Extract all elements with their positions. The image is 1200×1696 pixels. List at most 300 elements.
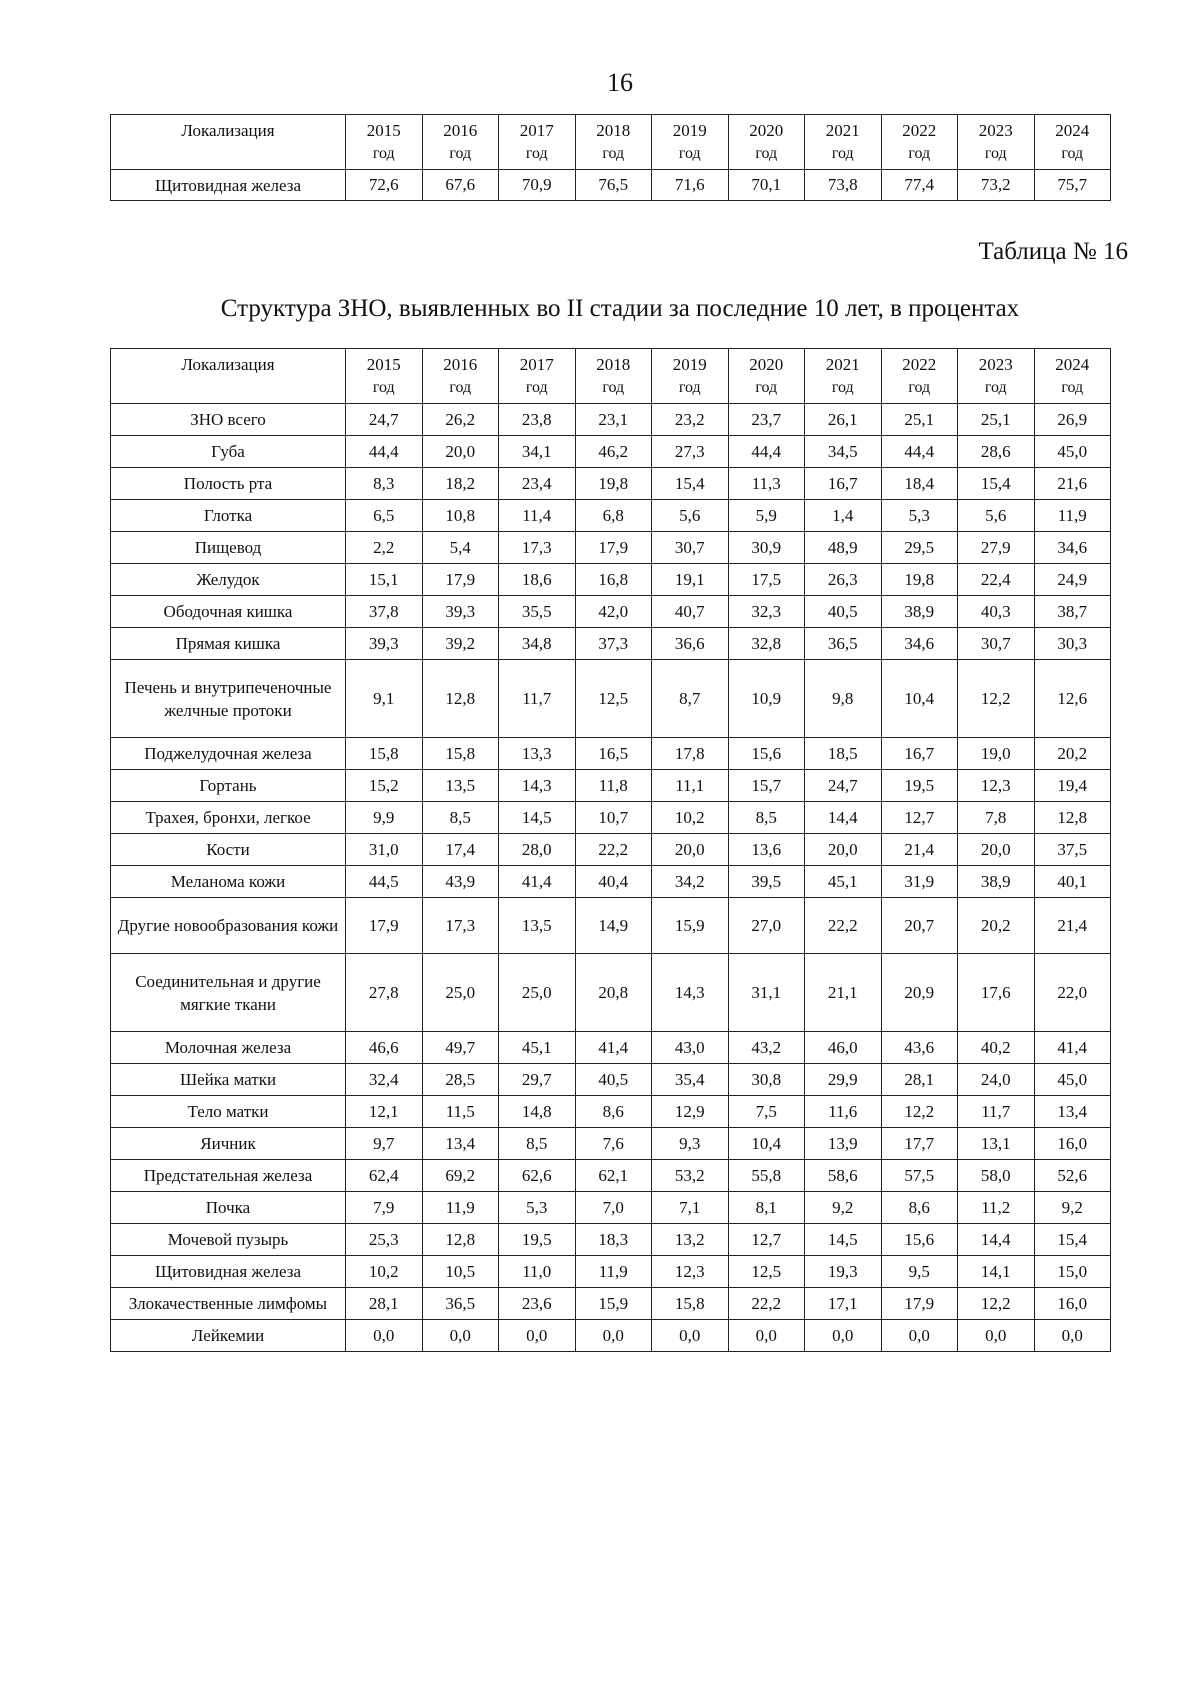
value-cell: 67,6 bbox=[422, 170, 499, 201]
value-cell: 41,4 bbox=[575, 1032, 652, 1064]
value-cell: 30,8 bbox=[728, 1064, 805, 1096]
value-cell: 55,8 bbox=[728, 1160, 805, 1192]
value-cell: 15,8 bbox=[652, 1288, 729, 1320]
table-row bbox=[111, 1288, 1111, 1320]
value-cell: 39,3 bbox=[346, 628, 423, 660]
value-cell: 45,1 bbox=[499, 1032, 576, 1064]
value-cell: 0,0 bbox=[499, 1320, 576, 1352]
value-cell: 16,5 bbox=[575, 738, 652, 770]
value-cell: 37,8 bbox=[346, 596, 423, 628]
table-row bbox=[111, 1160, 1111, 1192]
value-cell: 14,8 bbox=[499, 1096, 576, 1128]
value-cell: 15,8 bbox=[422, 738, 499, 770]
year-header: 2022 год bbox=[881, 115, 958, 170]
value-cell: 36,6 bbox=[652, 628, 729, 660]
value-cell: 30,7 bbox=[958, 628, 1035, 660]
value-cell: 44,4 bbox=[728, 436, 805, 468]
value-cell: 0,0 bbox=[728, 1320, 805, 1352]
value-cell: 40,4 bbox=[575, 866, 652, 898]
localization-cell: Поджелудочная железа bbox=[111, 738, 346, 770]
value-cell: 20,9 bbox=[881, 954, 958, 1032]
value-cell: 45,0 bbox=[1034, 436, 1111, 468]
value-cell: 46,0 bbox=[805, 1032, 882, 1064]
localization-cell: Шейка матки bbox=[111, 1064, 346, 1096]
localization-cell: Кости bbox=[111, 834, 346, 866]
table-row bbox=[111, 1128, 1111, 1160]
value-cell: 25,1 bbox=[958, 404, 1035, 436]
localization-cell: Пищевод bbox=[111, 532, 346, 564]
value-cell: 17,9 bbox=[346, 898, 423, 954]
value-cell: 7,1 bbox=[652, 1192, 729, 1224]
value-cell: 36,5 bbox=[805, 628, 882, 660]
value-cell: 30,7 bbox=[652, 532, 729, 564]
page-number: 16 bbox=[607, 68, 633, 97]
value-cell: 27,3 bbox=[652, 436, 729, 468]
table-row bbox=[111, 532, 1111, 564]
value-cell: 10,8 bbox=[422, 500, 499, 532]
value-cell: 12,2 bbox=[958, 1288, 1035, 1320]
value-cell: 38,9 bbox=[958, 866, 1035, 898]
value-cell: 15,4 bbox=[958, 468, 1035, 500]
value-cell: 5,6 bbox=[958, 500, 1035, 532]
table-row bbox=[111, 866, 1111, 898]
value-cell: 45,0 bbox=[1034, 1064, 1111, 1096]
value-cell: 40,5 bbox=[805, 596, 882, 628]
value-cell: 31,1 bbox=[728, 954, 805, 1032]
value-cell: 19,5 bbox=[881, 770, 958, 802]
value-cell: 7,8 bbox=[958, 802, 1035, 834]
value-cell: 49,7 bbox=[422, 1032, 499, 1064]
value-cell: 7,5 bbox=[728, 1096, 805, 1128]
year-header: 2020 год bbox=[728, 115, 805, 170]
value-cell: 14,4 bbox=[805, 802, 882, 834]
value-cell: 12,8 bbox=[422, 1224, 499, 1256]
value-cell: 28,5 bbox=[422, 1064, 499, 1096]
localization-cell: Печень и внутрипеченочные желчные протоки bbox=[111, 660, 346, 738]
value-cell: 42,0 bbox=[575, 596, 652, 628]
year-header: 2024 год bbox=[1034, 349, 1111, 404]
value-cell: 6,5 bbox=[346, 500, 423, 532]
value-cell: 13,4 bbox=[1034, 1096, 1111, 1128]
localization-cell: Соединительная и другие мягкие ткани bbox=[111, 954, 346, 1032]
value-cell: 5,6 bbox=[652, 500, 729, 532]
value-cell: 12,8 bbox=[422, 660, 499, 738]
localization-cell: ЗНО всего bbox=[111, 404, 346, 436]
table-row bbox=[111, 1256, 1111, 1288]
value-cell: 8,6 bbox=[575, 1096, 652, 1128]
value-cell: 5,4 bbox=[422, 532, 499, 564]
value-cell: 73,2 bbox=[958, 170, 1035, 201]
table-row bbox=[111, 596, 1111, 628]
value-cell: 11,5 bbox=[422, 1096, 499, 1128]
value-cell: 0,0 bbox=[881, 1320, 958, 1352]
value-cell: 77,4 bbox=[881, 170, 958, 201]
value-cell: 23,6 bbox=[499, 1288, 576, 1320]
value-cell: 0,0 bbox=[652, 1320, 729, 1352]
year-header: 2018 год bbox=[575, 115, 652, 170]
value-cell: 32,3 bbox=[728, 596, 805, 628]
value-cell: 14,3 bbox=[652, 954, 729, 1032]
value-cell: 15,2 bbox=[346, 770, 423, 802]
value-cell: 41,4 bbox=[1034, 1032, 1111, 1064]
value-cell: 9,2 bbox=[1034, 1192, 1111, 1224]
value-cell: 29,9 bbox=[805, 1064, 882, 1096]
table-row bbox=[111, 738, 1111, 770]
value-cell: 30,3 bbox=[1034, 628, 1111, 660]
value-cell: 28,1 bbox=[881, 1064, 958, 1096]
value-cell: 11,9 bbox=[422, 1192, 499, 1224]
value-cell: 13,5 bbox=[422, 770, 499, 802]
value-cell: 37,5 bbox=[1034, 834, 1111, 866]
value-cell: 9,1 bbox=[346, 660, 423, 738]
value-cell: 19,4 bbox=[1034, 770, 1111, 802]
value-cell: 16,0 bbox=[1034, 1128, 1111, 1160]
value-cell: 27,0 bbox=[728, 898, 805, 954]
localization-cell: Губа bbox=[111, 436, 346, 468]
value-cell: 28,6 bbox=[958, 436, 1035, 468]
year-header: 2023 год bbox=[958, 349, 1035, 404]
value-cell: 38,9 bbox=[881, 596, 958, 628]
year-header: 2024 год bbox=[1034, 115, 1111, 170]
table-row bbox=[111, 1320, 1111, 1352]
value-cell: 15,4 bbox=[652, 468, 729, 500]
value-cell: 19,0 bbox=[958, 738, 1035, 770]
localization-cell: Другие новообразования кожи bbox=[111, 898, 346, 954]
value-cell: 76,5 bbox=[575, 170, 652, 201]
value-cell: 0,0 bbox=[958, 1320, 1035, 1352]
value-cell: 18,6 bbox=[499, 564, 576, 596]
value-cell: 43,9 bbox=[422, 866, 499, 898]
value-cell: 20,2 bbox=[1034, 738, 1111, 770]
value-cell: 12,2 bbox=[881, 1096, 958, 1128]
value-cell: 22,2 bbox=[805, 898, 882, 954]
value-cell: 22,4 bbox=[958, 564, 1035, 596]
table-header-row bbox=[111, 115, 1111, 170]
value-cell: 17,9 bbox=[422, 564, 499, 596]
value-cell: 9,3 bbox=[652, 1128, 729, 1160]
value-cell: 27,8 bbox=[346, 954, 423, 1032]
value-cell: 13,3 bbox=[499, 738, 576, 770]
value-cell: 7,9 bbox=[346, 1192, 423, 1224]
value-cell: 11,1 bbox=[652, 770, 729, 802]
value-cell: 70,9 bbox=[499, 170, 576, 201]
value-cell: 34,6 bbox=[881, 628, 958, 660]
value-cell: 12,8 bbox=[1034, 802, 1111, 834]
value-cell: 17,8 bbox=[652, 738, 729, 770]
value-cell: 8,5 bbox=[422, 802, 499, 834]
value-cell: 17,4 bbox=[422, 834, 499, 866]
value-cell: 26,3 bbox=[805, 564, 882, 596]
year-header: 2017 год bbox=[499, 115, 576, 170]
value-cell: 10,5 bbox=[422, 1256, 499, 1288]
value-cell: 26,2 bbox=[422, 404, 499, 436]
localization-header: Локализация bbox=[111, 115, 346, 170]
table-row bbox=[111, 628, 1111, 660]
value-cell: 19,5 bbox=[499, 1224, 576, 1256]
table-row bbox=[111, 1224, 1111, 1256]
value-cell: 40,3 bbox=[958, 596, 1035, 628]
localization-cell: Щитовидная железа bbox=[111, 1256, 346, 1288]
value-cell: 7,6 bbox=[575, 1128, 652, 1160]
value-cell: 10,4 bbox=[881, 660, 958, 738]
value-cell: 57,5 bbox=[881, 1160, 958, 1192]
value-cell: 15,1 bbox=[346, 564, 423, 596]
value-cell: 20,8 bbox=[575, 954, 652, 1032]
value-cell: 22,0 bbox=[1034, 954, 1111, 1032]
table-row bbox=[111, 500, 1111, 532]
value-cell: 11,9 bbox=[575, 1256, 652, 1288]
year-header: 2018 год bbox=[575, 349, 652, 404]
value-cell: 6,8 bbox=[575, 500, 652, 532]
value-cell: 21,6 bbox=[1034, 468, 1111, 500]
year-header: 2017 год bbox=[499, 349, 576, 404]
value-cell: 13,4 bbox=[422, 1128, 499, 1160]
value-cell: 11,4 bbox=[499, 500, 576, 532]
year-header: 2021 год bbox=[805, 115, 882, 170]
value-cell: 28,1 bbox=[346, 1288, 423, 1320]
value-cell: 70,1 bbox=[728, 170, 805, 201]
value-cell: 16,7 bbox=[805, 468, 882, 500]
value-cell: 62,4 bbox=[346, 1160, 423, 1192]
value-cell: 7,0 bbox=[575, 1192, 652, 1224]
value-cell: 19,8 bbox=[881, 564, 958, 596]
localization-cell: Ободочная кишка bbox=[111, 596, 346, 628]
value-cell: 34,5 bbox=[805, 436, 882, 468]
value-cell: 13,9 bbox=[805, 1128, 882, 1160]
table-row bbox=[111, 404, 1111, 436]
value-cell: 53,2 bbox=[652, 1160, 729, 1192]
value-cell: 8,5 bbox=[499, 1128, 576, 1160]
value-cell: 8,7 bbox=[652, 660, 729, 738]
value-cell: 11,2 bbox=[958, 1192, 1035, 1224]
table-row bbox=[111, 954, 1111, 1032]
value-cell: 9,7 bbox=[346, 1128, 423, 1160]
table-title: Структура ЗНО, выявленных во II стадии за последние 10 лет, в процентах bbox=[220, 295, 1020, 322]
value-cell: 13,2 bbox=[652, 1224, 729, 1256]
year-header: 2019 год bbox=[652, 349, 729, 404]
stage-two-structure-table bbox=[110, 348, 1111, 1352]
value-cell: 23,7 bbox=[728, 404, 805, 436]
value-cell: 11,8 bbox=[575, 770, 652, 802]
value-cell: 12,7 bbox=[881, 802, 958, 834]
value-cell: 29,7 bbox=[499, 1064, 576, 1096]
value-cell: 14,5 bbox=[805, 1224, 882, 1256]
value-cell: 17,1 bbox=[805, 1288, 882, 1320]
localization-cell: Лейкемии bbox=[111, 1320, 346, 1352]
value-cell: 20,2 bbox=[958, 898, 1035, 954]
value-cell: 34,6 bbox=[1034, 532, 1111, 564]
table-row bbox=[111, 1064, 1111, 1096]
value-cell: 12,3 bbox=[958, 770, 1035, 802]
value-cell: 62,6 bbox=[499, 1160, 576, 1192]
value-cell: 75,7 bbox=[1034, 170, 1111, 201]
value-cell: 24,9 bbox=[1034, 564, 1111, 596]
value-cell: 19,8 bbox=[575, 468, 652, 500]
value-cell: 39,3 bbox=[422, 596, 499, 628]
value-cell: 14,1 bbox=[958, 1256, 1035, 1288]
value-cell: 15,6 bbox=[881, 1224, 958, 1256]
value-cell: 17,3 bbox=[499, 532, 576, 564]
table-row bbox=[111, 770, 1111, 802]
localization-cell: Молочная железа bbox=[111, 1032, 346, 1064]
value-cell: 18,5 bbox=[805, 738, 882, 770]
value-cell: 12,7 bbox=[728, 1224, 805, 1256]
localization-cell: Желудок bbox=[111, 564, 346, 596]
value-cell: 23,8 bbox=[499, 404, 576, 436]
value-cell: 10,2 bbox=[346, 1256, 423, 1288]
value-cell: 5,3 bbox=[881, 500, 958, 532]
value-cell: 46,2 bbox=[575, 436, 652, 468]
value-cell: 18,2 bbox=[422, 468, 499, 500]
value-cell: 35,4 bbox=[652, 1064, 729, 1096]
value-cell: 11,0 bbox=[499, 1256, 576, 1288]
value-cell: 52,6 bbox=[1034, 1160, 1111, 1192]
value-cell: 17,9 bbox=[575, 532, 652, 564]
value-cell: 72,6 bbox=[346, 170, 423, 201]
value-cell: 23,1 bbox=[575, 404, 652, 436]
value-cell: 23,2 bbox=[652, 404, 729, 436]
value-cell: 11,6 bbox=[805, 1096, 882, 1128]
year-header: 2020 год bbox=[728, 349, 805, 404]
value-cell: 40,5 bbox=[575, 1064, 652, 1096]
year-header: 2021 год bbox=[805, 349, 882, 404]
value-cell: 27,9 bbox=[958, 532, 1035, 564]
value-cell: 8,3 bbox=[346, 468, 423, 500]
value-cell: 73,8 bbox=[805, 170, 882, 201]
value-cell: 20,0 bbox=[652, 834, 729, 866]
value-cell: 26,9 bbox=[1034, 404, 1111, 436]
value-cell: 0,0 bbox=[805, 1320, 882, 1352]
value-cell: 15,7 bbox=[728, 770, 805, 802]
value-cell: 12,9 bbox=[652, 1096, 729, 1128]
value-cell: 25,0 bbox=[422, 954, 499, 1032]
localization-cell: Прямая кишка bbox=[111, 628, 346, 660]
localization-cell: Глотка bbox=[111, 500, 346, 532]
value-cell: 15,4 bbox=[1034, 1224, 1111, 1256]
value-cell: 19,1 bbox=[652, 564, 729, 596]
value-cell: 0,0 bbox=[346, 1320, 423, 1352]
value-cell: 8,5 bbox=[728, 802, 805, 834]
table-row bbox=[111, 436, 1111, 468]
value-cell: 9,5 bbox=[881, 1256, 958, 1288]
value-cell: 0,0 bbox=[575, 1320, 652, 1352]
table-row bbox=[111, 1096, 1111, 1128]
value-cell: 12,6 bbox=[1034, 660, 1111, 738]
value-cell: 34,1 bbox=[499, 436, 576, 468]
localization-cell: Мочевой пузырь bbox=[111, 1224, 346, 1256]
value-cell: 21,4 bbox=[881, 834, 958, 866]
value-cell: 20,0 bbox=[422, 436, 499, 468]
value-cell: 44,5 bbox=[346, 866, 423, 898]
value-cell: 14,3 bbox=[499, 770, 576, 802]
value-cell: 18,4 bbox=[881, 468, 958, 500]
value-cell: 40,7 bbox=[652, 596, 729, 628]
value-cell: 13,6 bbox=[728, 834, 805, 866]
table-row bbox=[111, 564, 1111, 596]
value-cell: 12,3 bbox=[652, 1256, 729, 1288]
value-cell: 10,2 bbox=[652, 802, 729, 834]
value-cell: 31,9 bbox=[881, 866, 958, 898]
value-cell: 20,0 bbox=[805, 834, 882, 866]
value-cell: 15,9 bbox=[575, 1288, 652, 1320]
localization-cell: Почка bbox=[111, 1192, 346, 1224]
year-header: 2016 год bbox=[422, 349, 499, 404]
value-cell: 11,3 bbox=[728, 468, 805, 500]
year-header: 2016 год bbox=[422, 115, 499, 170]
value-cell: 14,4 bbox=[958, 1224, 1035, 1256]
value-cell: 18,3 bbox=[575, 1224, 652, 1256]
localization-header: Локализация bbox=[111, 349, 346, 404]
localization-cell: Гортань bbox=[111, 770, 346, 802]
value-cell: 69,2 bbox=[422, 1160, 499, 1192]
value-cell: 25,1 bbox=[881, 404, 958, 436]
value-cell: 20,7 bbox=[881, 898, 958, 954]
localization-cell: Яичник bbox=[111, 1128, 346, 1160]
value-cell: 9,8 bbox=[805, 660, 882, 738]
value-cell: 43,0 bbox=[652, 1032, 729, 1064]
value-cell: 44,4 bbox=[346, 436, 423, 468]
table-row bbox=[111, 1192, 1111, 1224]
value-cell: 62,1 bbox=[575, 1160, 652, 1192]
value-cell: 14,5 bbox=[499, 802, 576, 834]
value-cell: 41,4 bbox=[499, 866, 576, 898]
table-row bbox=[111, 834, 1111, 866]
value-cell: 16,0 bbox=[1034, 1288, 1111, 1320]
value-cell: 25,0 bbox=[499, 954, 576, 1032]
value-cell: 45,1 bbox=[805, 866, 882, 898]
value-cell: 22,2 bbox=[728, 1288, 805, 1320]
value-cell: 11,7 bbox=[958, 1096, 1035, 1128]
table-row bbox=[111, 898, 1111, 954]
localization-cell: Меланома кожи bbox=[111, 866, 346, 898]
value-cell: 30,9 bbox=[728, 532, 805, 564]
table-row bbox=[111, 660, 1111, 738]
value-cell: 5,9 bbox=[728, 500, 805, 532]
value-cell: 17,5 bbox=[728, 564, 805, 596]
value-cell: 22,2 bbox=[575, 834, 652, 866]
value-cell: 37,3 bbox=[575, 628, 652, 660]
localization-cell: Полость рта bbox=[111, 468, 346, 500]
value-cell: 8,6 bbox=[881, 1192, 958, 1224]
value-cell: 12,5 bbox=[728, 1256, 805, 1288]
value-cell: 15,8 bbox=[346, 738, 423, 770]
value-cell: 21,4 bbox=[1034, 898, 1111, 954]
value-cell: 44,4 bbox=[881, 436, 958, 468]
localization-cell: Щитовидная железа bbox=[111, 170, 346, 201]
value-cell: 19,3 bbox=[805, 1256, 882, 1288]
value-cell: 26,1 bbox=[805, 404, 882, 436]
value-cell: 43,6 bbox=[881, 1032, 958, 1064]
value-cell: 17,6 bbox=[958, 954, 1035, 1032]
value-cell: 48,9 bbox=[805, 532, 882, 564]
table-row bbox=[111, 802, 1111, 834]
value-cell: 28,0 bbox=[499, 834, 576, 866]
localization-cell: Тело матки bbox=[111, 1096, 346, 1128]
value-cell: 29,5 bbox=[881, 532, 958, 564]
value-cell: 10,7 bbox=[575, 802, 652, 834]
value-cell: 71,6 bbox=[652, 170, 729, 201]
value-cell: 2,2 bbox=[346, 532, 423, 564]
value-cell: 17,7 bbox=[881, 1128, 958, 1160]
value-cell: 34,8 bbox=[499, 628, 576, 660]
value-cell: 0,0 bbox=[422, 1320, 499, 1352]
value-cell: 13,1 bbox=[958, 1128, 1035, 1160]
value-cell: 40,2 bbox=[958, 1032, 1035, 1064]
value-cell: 16,8 bbox=[575, 564, 652, 596]
value-cell: 16,7 bbox=[881, 738, 958, 770]
value-cell: 32,4 bbox=[346, 1064, 423, 1096]
value-cell: 36,5 bbox=[422, 1288, 499, 1320]
